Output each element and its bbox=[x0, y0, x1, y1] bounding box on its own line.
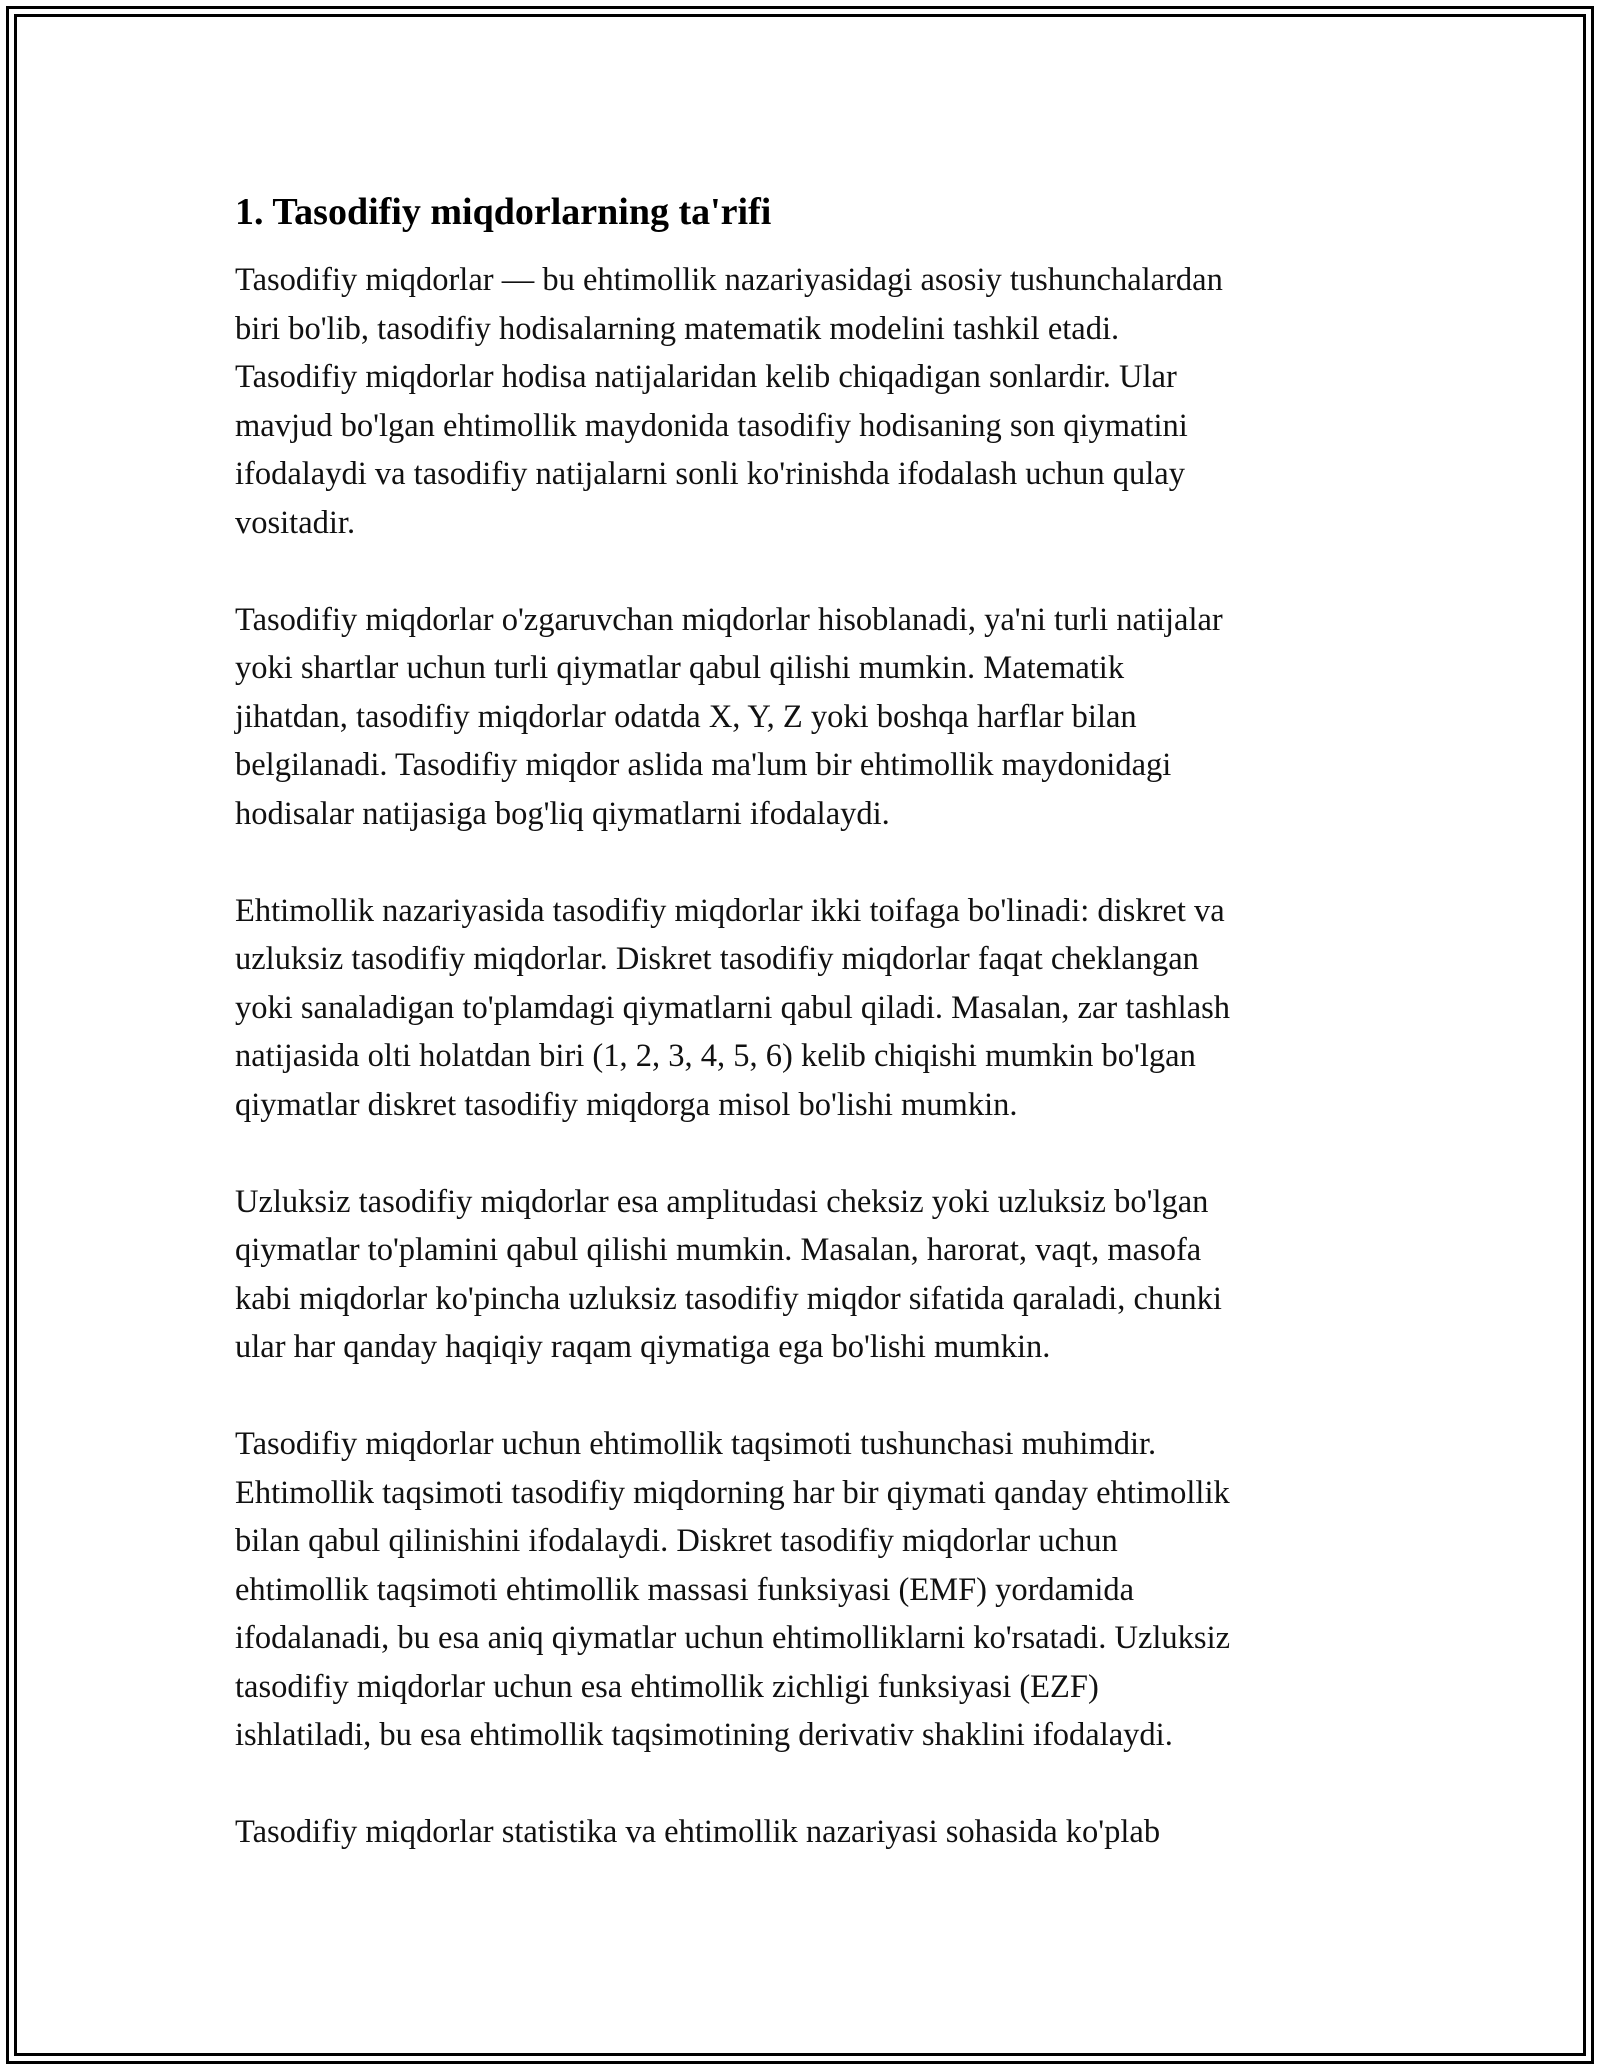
text-line: natijasida olti holatdan biri (1, 2, 3, 4, 5, 6) kelib chiqishi mumkin bo'lgan bbox=[235, 1038, 1196, 1074]
text-line: uzluksiz tasodifiy miqdorlar. Diskret tasodifiy miqdorlar faqat cheklangan bbox=[235, 941, 1199, 977]
text-line: yoki sanaladigan to'plamdagi qiymatlarni qabul qiladi. Masalan, zar tashlash bbox=[235, 989, 1231, 1026]
text-line: belgilanadi. Tasodifiy miqdor aslida ma'lum bir ehtimollik maydonidagi bbox=[235, 747, 1172, 783]
text-line: yoki shartlar uchun turli qiymatlar qabul qilishi mumkin. Matematik bbox=[235, 650, 1125, 686]
paragraph-6 bbox=[235, 1808, 1375, 1857]
paragraph-3 bbox=[235, 887, 1375, 1130]
text-line: ifodalaydi va tasodifiy natijalarni sonli ko'rinishda ifodalash uchun qulay bbox=[235, 456, 1185, 492]
text-line: tasodifiy miqdorlar uchun esa ehtimollik zichligi funksiyasi (EZF) bbox=[235, 1668, 1099, 1705]
text-line: ular har qanday haqiqiy raqam qiymatiga ega bo'lishi mumkin. bbox=[235, 1329, 1051, 1365]
text-line: kabi miqdorlar ko'pincha uzluksiz tasodifiy miqdor sifatida qaraladi, chunki bbox=[235, 1280, 1222, 1317]
text-line: Tasodifiy miqdorlar statistika va ehtimollik nazariyasi sohasida ko'plab bbox=[235, 1814, 1161, 1850]
text-line: jihatdan, tasodifiy miqdorlar odatda X, Y, Z yoki boshqa harflar bilan bbox=[235, 698, 1137, 735]
text-line: vositadir. bbox=[235, 504, 356, 541]
text-line: hodisalar natijasiga bog'liq qiymatlarni ifodalaydi. bbox=[235, 795, 890, 832]
text-line: bilan qabul qilinishini ifodalaydi. Diskret tasodifiy miqdorlar uchun bbox=[235, 1523, 1118, 1559]
text-line: Tasodifiy miqdorlar hodisa natijalaridan kelib chiqadigan sonlardir. Ular bbox=[235, 359, 1177, 395]
document-body bbox=[235, 188, 1375, 1905]
text-line: Tasodifiy miqdorlar — bu ehtimollik nazariyasidagi asosiy tushunchalardan bbox=[235, 262, 1223, 298]
text-line: Ehtimollik nazariyasida tasodifiy miqdorlar ikki toifaga bo'linadi: diskret va bbox=[235, 892, 1225, 929]
text-line: qiymatlar diskret tasodifiy miqdorga misol bo'lishi mumkin. bbox=[235, 1086, 1018, 1123]
text-line: ehtimollik taqsimoti ehtimollik massasi funksiyasi (EMF) yordamida bbox=[235, 1571, 1135, 1608]
section-heading: 1. Tasodifiy miqdorlarning ta'rifi bbox=[235, 191, 772, 233]
paragraph-5 bbox=[235, 1420, 1375, 1760]
text-line: qiymatlar to'plamini qabul qilishi mumkin. Masalan, harorat, vaqt, masofa bbox=[235, 1232, 1202, 1268]
text-line: ifodalanadi, bu esa aniq qiymatlar uchun ehtimolliklarni ko'rsatadi. Uzluksiz bbox=[235, 1620, 1231, 1656]
text-line: mavjud bo'lgan ehtimollik maydonida tasodifiy hodisaning son qiymatini bbox=[235, 407, 1188, 444]
text-line: Uzluksiz tasodifiy miqdorlar esa amplitudasi cheksiz yoki uzluksiz bo'lgan bbox=[235, 1183, 1209, 1220]
text-line: biri bo'lib, tasodifiy hodisalarning matematik modelini tashkil etadi. bbox=[235, 310, 1120, 347]
text-line: Tasodifiy miqdorlar uchun ehtimollik taqsimoti tushunchasi muhimdir. bbox=[235, 1426, 1157, 1462]
text-line: ishlatiladi, bu esa ehtimollik taqsimotining derivativ shaklini ifodalaydi. bbox=[235, 1717, 1173, 1753]
paragraph-4 bbox=[235, 1178, 1375, 1372]
paragraph-2 bbox=[235, 596, 1375, 839]
paragraph-1 bbox=[235, 256, 1375, 547]
text-line: Ehtimollik taqsimoti tasodifiy miqdorning har bir qiymati qanday ehtimollik bbox=[235, 1474, 1230, 1511]
text-line: Tasodifiy miqdorlar o'zgaruvchan miqdorlar hisoblanadi, ya'ni turli natijalar bbox=[235, 601, 1223, 638]
